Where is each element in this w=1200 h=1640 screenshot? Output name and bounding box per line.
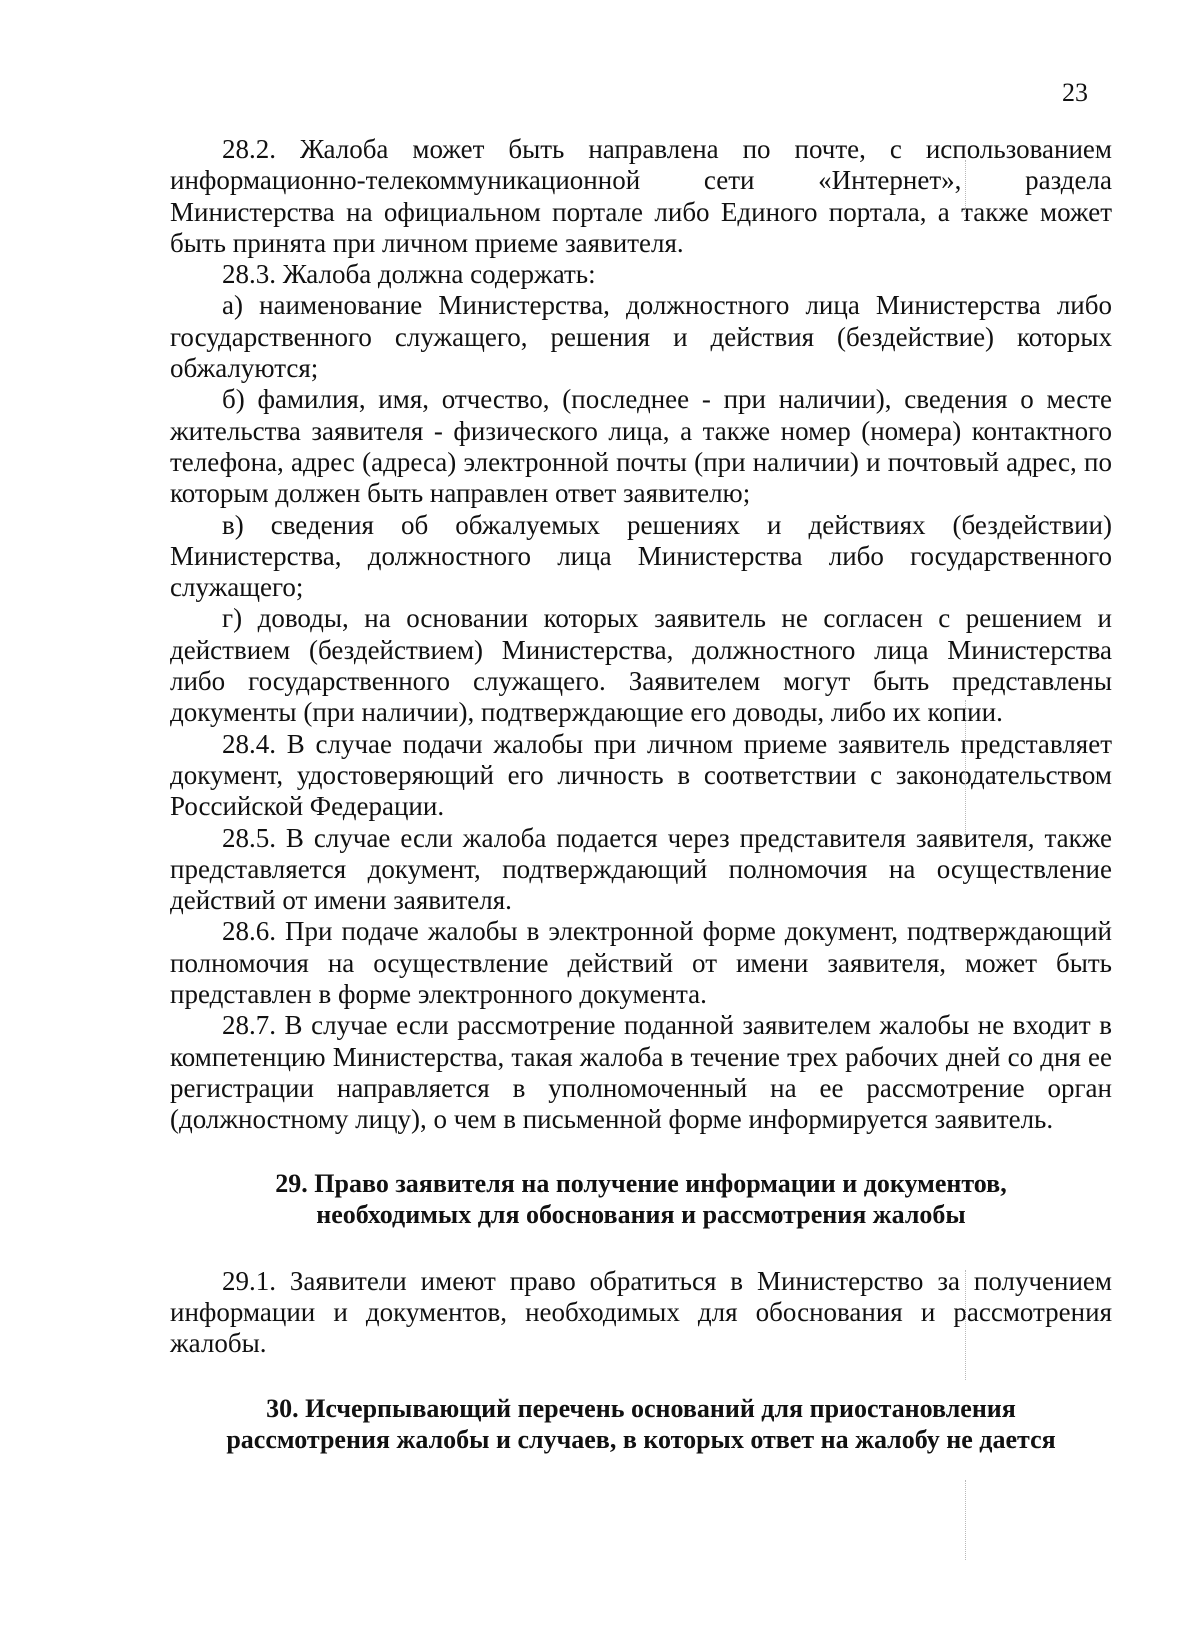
scan-artifact-line xyxy=(965,160,966,220)
paragraph-28-3-a: а) наименование Министерства, должностного лица Министерства либо государственного служащего, решения и действия (бездействие) которых обжалуются; xyxy=(170,290,1112,384)
scan-artifact-line xyxy=(965,1480,966,1560)
paragraph-28-3-g: г) доводы, на основании которых заявитель не согласен с решением и действием (бездействием) Министерства, должностного лица Министерства либо государственного служащего. Заявителем могут быть представлены документы (при наличии), подтверждающие его доводы, либо их копии. xyxy=(170,603,1112,728)
paragraph-28-7: 28.7. В случае если рассмотрение поданной заявителем жалобы не входит в компетенцию Министерства, такая жалоба в течение трех рабочих дней со дня ее регистрации направляется в уполномоченный на ее рассмотрение орган (должностному лицу), о чем в письменной форме информируется заявитель. xyxy=(170,1010,1112,1135)
paragraph-29-1: 29.1. Заявители имеют право обратиться в Министерство за получением информации и документов, необходимых для обоснования и рассмотрения жалобы. xyxy=(170,1265,1112,1359)
paragraph-28-2: 28.2. Жалоба может быть направлена по почте, с использованием информационно-телекоммуникационной сети «Интернет», раздела Министерства на официальном портале либо Единого портала, а также может быть принята при личном приеме заявителя. xyxy=(170,134,1112,258)
section-heading-29: 29. Право заявителя на получение информации и документов, необходимых для обоснования и рассмотрения жалобы xyxy=(275,1168,1007,1229)
paragraph-28-3-v: в) сведения об обжалуемых решениях и действиях (бездействии) Министерства, должностного лица Министерства либо государственного служащего; xyxy=(170,509,1112,603)
paragraph-28-5: 28.5. В случае если жалоба подается через представителя заявителя, также представляется документ, подтверждающий полномочия на осуществление действий от имени заявителя. xyxy=(170,822,1112,916)
paragraph-28-3: 28.3. Жалоба должна содержать: xyxy=(222,259,596,290)
paragraph-28-4: 28.4. В случае подачи жалобы при личном приеме заявитель представляет документ, удостоверяющий его личность в соответствии с законодательством Российской Федерации. xyxy=(170,728,1112,822)
page-number: 23 xyxy=(1062,78,1088,107)
scan-artifact-line xyxy=(965,1270,966,1380)
section-heading-30: 30. Исчерпывающий перечень оснований для приостановления рассмотрения жалобы и случаев, в которых ответ на жалобу не дается xyxy=(226,1394,1056,1455)
paragraph-28-6: 28.6. При подаче жалобы в электронной форме документ, подтверждающий полномочия на осуществление действий от имени заявителя, может быть представлен в форме электронного документа. xyxy=(170,916,1112,1010)
document-body xyxy=(170,134,1112,1455)
paragraph-28-3-b: б) фамилия, имя, отчество, (последнее - при наличии), сведения о месте жительства заявителя - физического лица, а также номер (номера) контактного телефона, адрес (адреса) электронной почты (при наличии) и почтовый адрес, по которым должен быть направлен ответ заявителю; xyxy=(170,384,1112,509)
scan-artifact-line xyxy=(965,700,966,850)
